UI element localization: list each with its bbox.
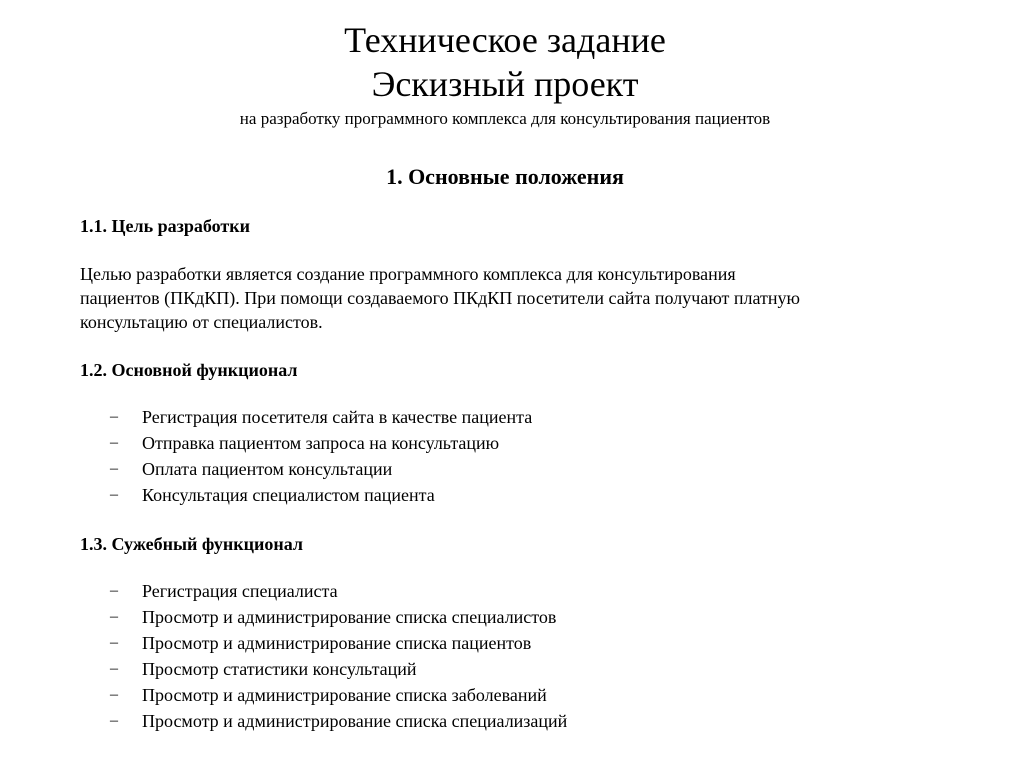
list-item-text: Просмотр и администрирование списка специализаций [142, 711, 568, 731]
list-item [80, 604, 960, 630]
section-heading: 1. Основные положения [386, 164, 624, 189]
dash-bullet: – [110, 408, 118, 425]
list-item [80, 630, 960, 656]
title-block [0, 18, 1010, 130]
dash-bullet: – [110, 660, 118, 677]
list-item [80, 578, 960, 604]
dash-bullet: – [110, 582, 118, 599]
list-item-text: Регистрация посетителя сайта в качестве пациента [142, 407, 533, 427]
subsection-heading-main-functions: 1.2. Основной функционал [80, 360, 298, 380]
dash-bullet: – [110, 686, 118, 703]
subsection-heading-goal: 1.1. Цель разработки [80, 216, 250, 236]
dash-bullet: – [110, 434, 118, 451]
list-item-text: Отправка пациентом запроса на консультацию [142, 433, 500, 453]
spacer [80, 382, 960, 404]
dash-bullet: – [110, 486, 118, 503]
list-item [80, 708, 960, 734]
list-item-text: Просмотр и администрирование списка специалистов [142, 607, 557, 627]
list-item-text: Оплата пациентом консультации [142, 459, 393, 479]
document-title: Техническое задание [344, 20, 666, 60]
spacer [80, 508, 960, 532]
list-item-text: Просмотр статистики консультаций [142, 659, 417, 679]
list-item-text: Регистрация специалиста [142, 581, 338, 601]
list-item [80, 682, 960, 708]
spacer [80, 238, 960, 262]
goal-paragraph-line: консультацию от специалистов. [80, 312, 323, 332]
subsection-heading-service-functions: 1.3. Сужебный функционал [80, 534, 304, 554]
spacer [80, 556, 960, 578]
list-item-text: Просмотр и администрирование списка заболеваний [142, 685, 547, 705]
service-functions-list [80, 578, 960, 734]
list-item [80, 482, 960, 508]
document-subtitle: на разработку программного комплекса для консультирования пациентов [239, 109, 771, 128]
spacer [80, 334, 960, 358]
document-content [80, 214, 960, 734]
main-functions-list [80, 404, 960, 508]
dash-bullet: – [110, 608, 118, 625]
dash-bullet: – [110, 712, 118, 729]
list-item-text: Консультация специалистом пациента [142, 485, 435, 505]
list-item [80, 404, 960, 430]
document-title-second-line: Эскизный проект [371, 64, 639, 104]
goal-paragraph-line: пациентов (ПКдКП). При помощи создаваемого ПКдКП посетители сайта получают платную [80, 288, 800, 308]
dash-bullet: – [110, 460, 118, 477]
dash-bullet: – [110, 634, 118, 651]
list-item-text: Просмотр и администрирование списка пациентов [142, 633, 532, 653]
list-item [80, 656, 960, 682]
list-item [80, 430, 960, 456]
list-item [80, 456, 960, 482]
goal-paragraph-line: Целью разработки является создание программного комплекса для консультирования [80, 264, 736, 284]
